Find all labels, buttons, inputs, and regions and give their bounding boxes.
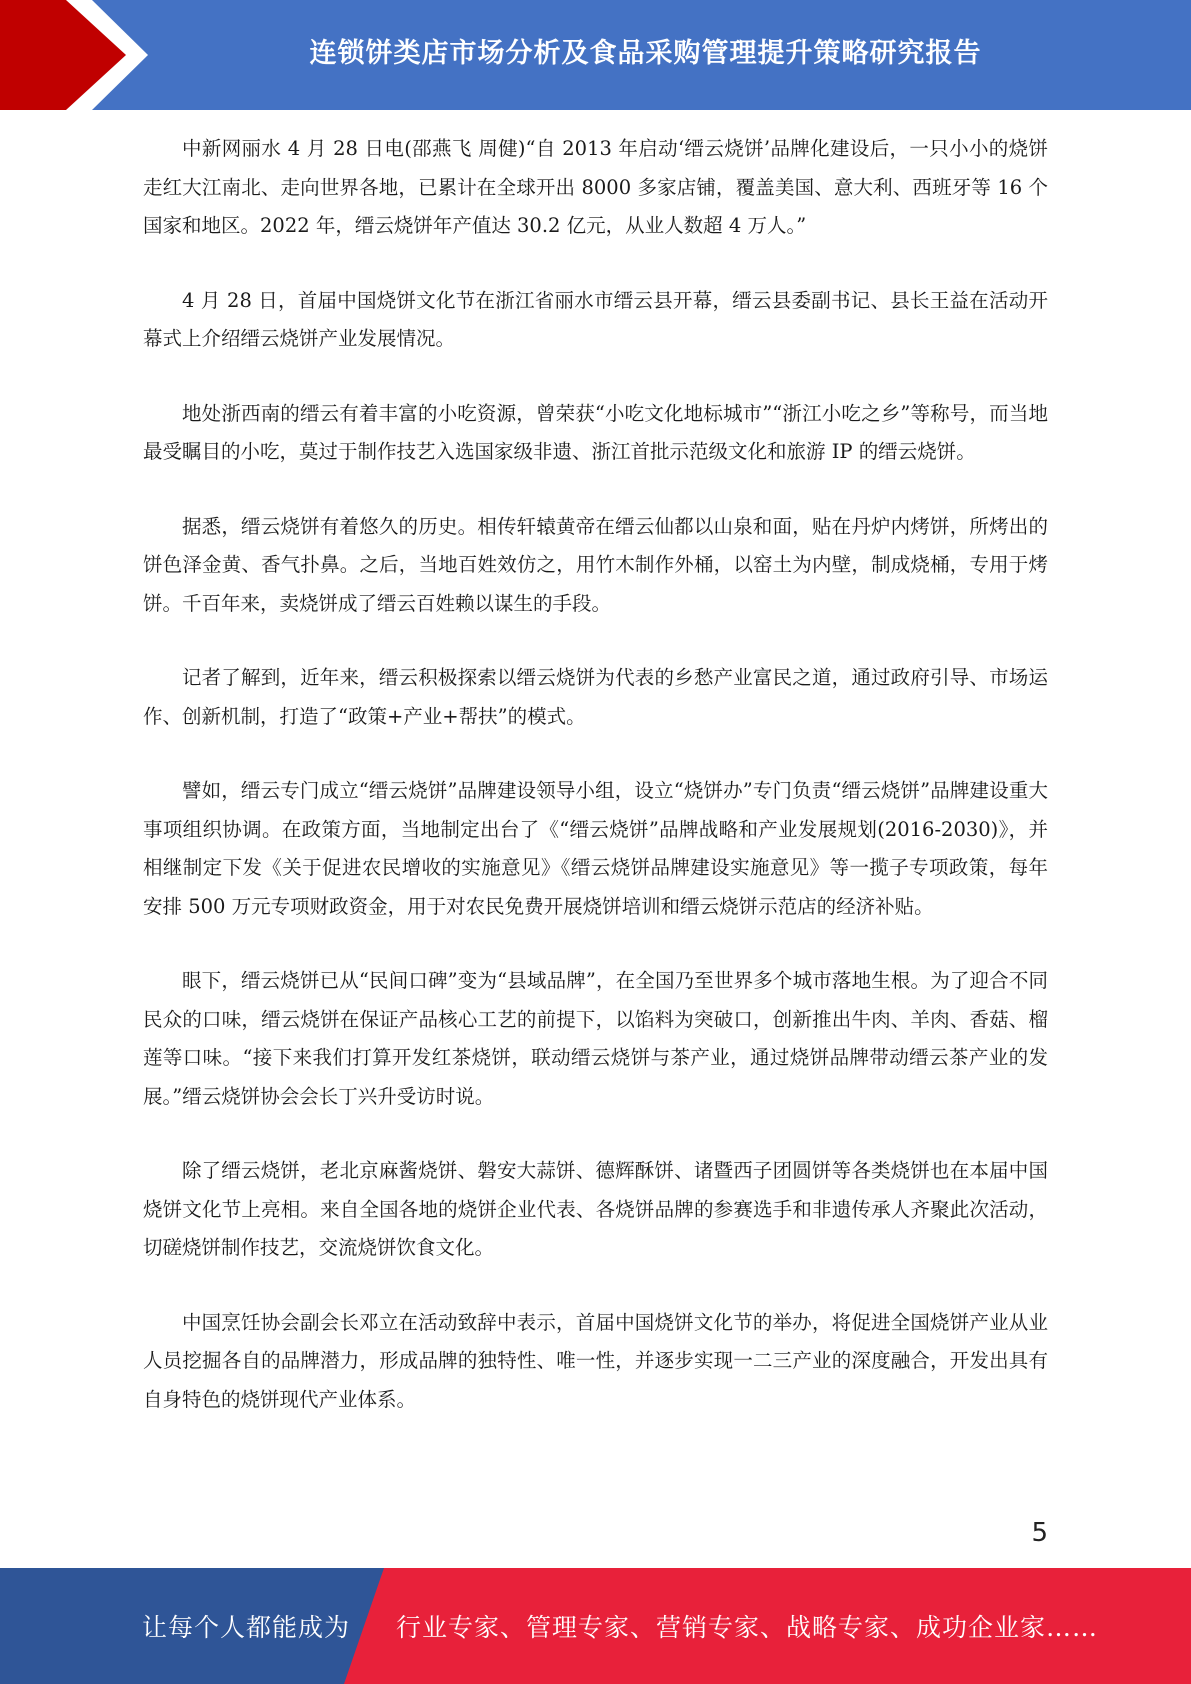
page-footer <box>0 1568 1191 1684</box>
paragraph: 记者了解到，近年来，缙云积极探索以缙云烧饼为代表的乡愁产业富民之道，通过政府引导、市场运作、创新机制，打造了“政策+产业+帮扶”的模式。 <box>143 666 1048 728</box>
footer-slogan-left: 让每个人都能成为 <box>142 1613 351 1642</box>
paragraph: 据悉，缙云烧饼有着悠久的历史。相传轩辕黄帝在缙云仙都以山泉和面，贴在丹炉内烤饼，所烤出的饼色泽金黄、香气扑鼻。之后，当地百姓效仿之，用竹木制作外桶，以窑土为内壁，制成烧桶，专用于烤饼。千百年来，卖烧饼成了缙云百姓赖以谋生的手段。 <box>143 514 1048 615</box>
paragraph: 譬如，缙云专门成立“缙云烧饼”品牌建设领导小组，设立“烧饼办”专门负责“缙云烧饼”品牌建设重大事项组织协调。在政策方面，当地制定出台了《“缙云烧饼”品牌战略和产业发展规划(2016-2030)》，并相继制定下发《关于促进农民增收的实施意见》《缙云烧饼品牌建设实施意见》等一揽子专项政策，每年安排 500 万元专项财政资金，用于对农民免费开展烧饼培训和缙云烧饼示范店的经济补贴。 <box>143 779 1048 918</box>
footer-slogan-right: 行业专家、管理专家、营销专家、战略专家、成功企业家…… <box>396 1613 1099 1642</box>
report-title: 连锁饼类店市场分析及食品采购管理提升策略研究报告 <box>309 37 982 69</box>
paragraph: 眼下，缙云烧饼已从“民间口碑”变为“县域品牌”，在全国乃至世界多个城市落地生根。为了迎合不同民众的口味，缙云烧饼在保证产品核心工艺的前提下，以馅料为突破口，创新推出牛肉、羊肉、香菇、榴莲等口味。“接下来我们打算开发红茶烧饼，联动缙云烧饼与茶产业，通过烧饼品牌带动缙云茶产业的发展。”缙云烧饼协会会长丁兴升受访时说。 <box>143 969 1048 1108</box>
paragraph: 除了缙云烧饼，老北京麻酱烧饼、磐安大蒜饼、德辉酥饼、诸暨西子团圆饼等各类烧饼也在本届中国烧饼文化节上亮相。来自全国各地的烧饼企业代表、各烧饼品牌的参赛选手和非遗传承人齐聚此次活动，切磋烧饼制作技艺，交流烧饼饮食文化。 <box>143 1159 1048 1259</box>
header-chevron-decoration <box>0 0 160 110</box>
paragraph: 中新网丽水 4 月 28 日电(邵燕飞 周健)“自 2013 年启动‘缙云烧饼’品牌化建设后，一只小小的烧饼走红大江南北、走向世界各地，已累计在全球开出 8000 多家店铺，覆盖美国、意大利、西班牙等 16 个国家和地区。2022 年，缙云烧饼年产值达 30.2 亿元，从业人数超 4 万人。” <box>143 137 1048 237</box>
paragraph: 地处浙西南的缙云有着丰富的小吃资源，曾荣获“小吃文化地标城市”“浙江小吃之乡”等称号，而当地最受瞩目的小吃，莫过于制作技艺入选国家级非遗、浙江首批示范级文化和旅游 IP 的缙云烧饼。 <box>143 401 1048 463</box>
paragraph: 4 月 28 日，首届中国烧饼文化节在浙江省丽水市缙云县开幕，缙云县委副书记、县长王益在活动开幕式上介绍缙云烧饼产业发展情况。 <box>143 288 1048 350</box>
page-header <box>0 0 1191 110</box>
paragraph: 中国烹饪协会副会长邓立在活动致辞中表示，首届中国烧饼文化节的举办，将促进全国烧饼产业从业人员挖掘各自的品牌潜力，形成品牌的独特性、唯一性，并逐步实现一二三产业的深度融合，开发出具有自身特色的烧饼现代产业体系。 <box>143 1310 1048 1411</box>
article-body <box>143 130 1048 1455</box>
page-number: 5 <box>1031 1518 1048 1548</box>
